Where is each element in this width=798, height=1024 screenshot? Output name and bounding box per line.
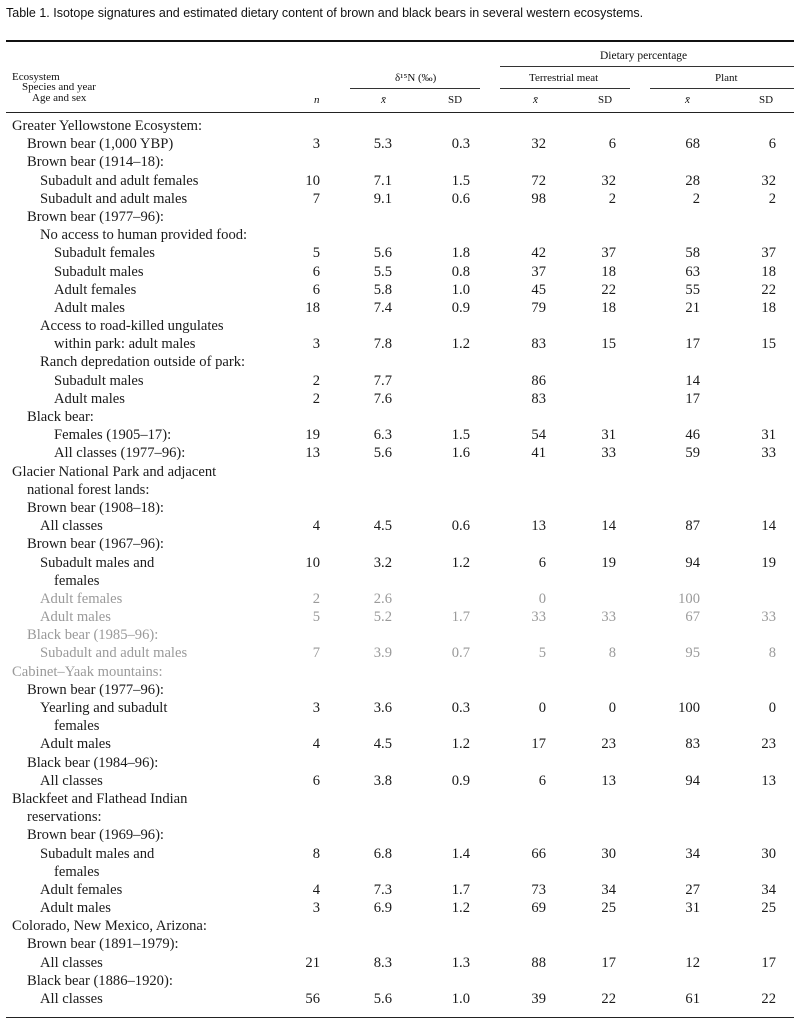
n-cell: 3 [312,136,320,153]
row-label: Adult males [54,299,125,316]
plant-sd-cell: 32 [761,172,776,189]
plant-sd-cell: 2 [768,190,776,207]
d15n-sd-cell: 1.4 [451,845,470,862]
d15n-mean-cell: 7.6 [373,390,392,407]
table-row [0,353,798,371]
meat-mean-cell: 39 [531,991,546,1007]
meat-mean-cell: 72 [531,172,546,189]
d15n-mean-cell: 8.3 [373,954,392,971]
plant-mean-cell: 12 [685,954,700,971]
meat-mean-cell: 42 [531,245,546,262]
n-cell: 8 [312,845,320,862]
meat-mean-cell: 83 [531,390,546,407]
d15n-mean-cell: 7.8 [373,336,392,353]
table-row [0,663,798,681]
d15n-mean-cell: 6.9 [373,900,392,917]
d15n-sd-cell: 1.0 [451,991,470,1007]
d15n-sd-cell: 1.8 [451,245,470,262]
meat-mean-cell: 66 [531,845,546,862]
plant-mean-cell: 31 [685,900,700,917]
table-row [0,881,798,899]
plant-sd-cell: 31 [761,427,776,444]
d15n-mean-cell: 3.2 [373,554,392,571]
d15n-mean-cell: 3.9 [373,645,392,662]
n-cell: 6 [312,772,320,789]
meat-mean-cell: 32 [531,136,546,153]
d15n-mean-cell: 7.1 [373,172,392,189]
meat-sd-cell: 18 [601,299,616,316]
row-label: Glacier National Park and adjacent [12,463,217,480]
table-row [0,590,798,608]
n-cell: 6 [312,263,320,280]
n-cell: 6 [312,281,320,298]
meat-mean-cell: 13 [531,518,546,535]
n-cell: 7 [312,190,320,207]
d15n-mean-cell: 6.3 [373,427,392,444]
meat-sd-cell: 33 [601,609,616,626]
meat-sd-cell: 2 [608,190,616,207]
meat-sd-cell: 37 [601,245,616,262]
meat-mean-header: x̄ [533,94,538,106]
meat-sd-cell: 22 [601,991,616,1007]
table-row [0,554,798,572]
plant-mean-header: x̄ [685,94,690,106]
plant-sd-cell: 18 [761,263,776,280]
n-cell: 4 [312,881,320,898]
terrestrial-meat-header: Terrestrial meat [529,72,599,84]
meat-mean-cell: 37 [531,263,546,280]
plant-mean-cell: 61 [685,991,700,1007]
stub-header-age-sex: Age and sex [32,92,87,104]
d15n-mean-cell: 3.8 [373,772,392,789]
plant-sd-cell: 34 [761,881,776,898]
table-row [0,735,798,753]
table-row [0,754,798,772]
table-row [0,444,798,462]
n-header: n [314,94,320,106]
plant-subrule [650,88,794,89]
d15n-sd-cell: 0.6 [451,190,470,207]
meat-mean-cell: 45 [531,281,546,298]
row-label: Subadult males [54,263,144,280]
dietary-percentage-header: Dietary percentage [600,50,688,62]
table-row [0,226,798,244]
plant-sd-cell: 6 [768,136,776,153]
n-cell: 18 [305,299,320,316]
meat-mean-cell: 41 [531,445,546,462]
table-row [0,317,798,335]
stub-header-ecosystem: Ecosystem [12,71,60,83]
d15n-sd-cell: 1.6 [451,445,470,462]
row-label: Black bear: [27,409,94,425]
meat-sd-cell: 18 [601,263,616,280]
plant-mean-cell: 17 [685,390,700,407]
plant-sd-cell: 13 [761,772,776,789]
table-row [0,190,798,208]
d15n-sd-cell: 1.3 [451,954,470,971]
meat-mean-cell: 6 [538,772,546,789]
meat-sd-cell: 23 [601,736,616,753]
n-cell: 7 [312,645,320,662]
d15n-sd-cell: 0.9 [451,299,470,316]
d15n-sd-cell: 1.7 [451,881,470,898]
row-label: Greater Yellowstone Ecosystem: [12,118,203,134]
isotope-header: δ¹⁵N (‰) [395,72,437,84]
meat-sd-cell: 15 [601,336,616,353]
row-label: Adult females [54,281,137,298]
row-label: Ranch depredation outside of park: [40,354,246,371]
row-label: Subadult males and [40,845,155,862]
table-row [0,153,798,171]
n-cell: 3 [312,336,320,353]
plant-mean-cell: 28 [685,172,700,189]
meat-sd-cell: 22 [601,281,616,298]
meat-sd-cell: 31 [601,427,616,444]
table-row [0,826,798,844]
d15n-sd-cell: 1.5 [451,427,470,444]
row-label: females [54,718,100,735]
row-label: Adult males [40,736,111,753]
table-row [0,790,798,808]
row-label: Adult males [40,900,111,917]
row-label: No access to human provided food: [40,227,248,244]
plant-sd-cell: 19 [761,554,776,571]
d15n-mean-cell: 5.6 [373,445,392,462]
meat-sd-cell: 14 [601,518,616,535]
n-cell: 2 [312,590,320,607]
n-cell: 13 [305,445,320,462]
plant-mean-cell: 21 [685,299,700,316]
table-row [0,135,798,153]
d15n-mean-cell: 5.6 [373,245,392,262]
stub-header-species: Species and year [22,81,96,93]
d15n-mean-cell: 5.6 [373,991,392,1007]
n-cell: 21 [305,954,320,971]
d15n-mean-cell: 4.5 [373,518,392,535]
isotope-sd-header: SD [448,94,463,106]
plant-mean-cell: 14 [685,372,700,389]
plant-mean-cell: 59 [685,445,700,462]
plant-mean-cell: 67 [685,609,700,626]
row-label: females [54,572,100,589]
n-cell: 2 [312,372,320,389]
plant-sd-cell: 14 [761,518,776,535]
isotope-mean-header: x̄ [381,94,386,106]
plant-mean-cell: 17 [685,336,700,353]
n-cell: 5 [312,245,320,262]
n-cell: 4 [312,736,320,753]
table-row [0,244,798,262]
table-row [0,263,798,281]
d15n-mean-cell: 4.5 [373,736,392,753]
plant-mean-cell: 100 [678,700,700,716]
row-label: Subadult and adult males [40,190,188,207]
d15n-sd-cell: 0.7 [451,645,470,662]
table-row [0,390,798,408]
meat-mean-cell: 17 [531,736,546,753]
plant-sd-cell: 23 [761,736,776,753]
n-cell: 4 [312,518,320,535]
d15n-sd-cell: 1.2 [451,554,470,571]
d15n-mean-cell: 2.6 [373,590,392,607]
table-row [0,863,798,881]
n-cell: 3 [312,700,320,716]
d15n-mean-cell: 7.3 [373,881,392,898]
row-label: Subadult males and [40,554,155,571]
plant-mean-cell: 87 [685,518,700,535]
row-label: Black bear (1886–1920): [27,972,173,989]
row-label: Subadult females [54,245,155,262]
d15n-mean-cell: 6.8 [373,845,392,862]
row-label: Brown bear (1891–1979): [27,936,179,953]
row-label: Blackfeet and Flathead Indian [12,790,188,807]
table-row [0,845,798,863]
row-label: females [54,863,100,880]
row-label: All classes (1977–96): [54,445,186,462]
meat-sd-cell: 30 [601,845,616,862]
d15n-mean-cell: 7.4 [373,299,392,316]
table-row [0,972,798,990]
table-row [0,372,798,390]
meat-sd-cell: 6 [608,136,616,153]
meat-sd-cell: 13 [601,772,616,789]
meat-sd-cell: 33 [601,445,616,462]
table-row [0,608,798,626]
table-row [0,463,798,481]
meat-sd-cell: 32 [601,172,616,189]
table-row [0,772,798,790]
plant-mean-cell: 63 [685,263,700,280]
d15n-mean-cell: 5.2 [373,609,392,626]
plant-sd-cell: 22 [761,281,776,298]
d15n-mean-cell: 5.8 [373,281,392,298]
table-row [0,481,798,499]
meat-mean-cell: 0 [538,590,546,607]
plant-sd-cell: 18 [761,299,776,316]
row-label: All classes [40,954,103,971]
row-label: Access to road-killed ungulates [40,318,224,335]
d15n-sd-cell: 1.5 [451,172,470,189]
meat-mean-cell: 79 [531,299,546,316]
meat-mean-cell: 98 [531,190,546,207]
row-label: Brown bear (1967–96): [27,536,164,553]
n-cell: 5 [312,609,320,626]
table-row [0,426,798,444]
plant-mean-cell: 94 [685,772,700,789]
table-row [0,535,798,553]
row-label: Black bear (1985–96): [27,627,159,644]
plant-mean-cell: 55 [685,281,700,298]
table-row [0,499,798,517]
meat-mean-cell: 0 [538,700,546,716]
plant-mean-cell: 100 [678,590,700,607]
d15n-mean-cell: 5.3 [373,136,392,153]
table-row [0,572,798,590]
table-body [0,117,798,1008]
table-row [0,626,798,644]
row-label: within park: adult males [54,336,196,353]
table-row [0,299,798,317]
terrestrial-subrule [500,88,630,89]
table-row [0,681,798,699]
table-row [0,808,798,826]
plant-sd-cell: 17 [761,954,776,971]
plant-mean-cell: 46 [685,427,700,444]
table-row [0,954,798,972]
row-label: Brown bear (1,000 YBP) [27,136,174,153]
meat-sd-cell: 8 [608,645,616,662]
table-row [0,117,798,135]
d15n-mean-cell: 9.1 [373,190,392,207]
table-row [0,172,798,190]
row-label: Adult males [54,390,125,407]
plant-sd-header: SD [759,94,774,106]
plant-mean-cell: 2 [692,190,700,207]
table-row [0,517,798,535]
d15n-sd-cell: 1.2 [451,336,470,353]
d15n-mean-cell: 3.6 [373,700,392,716]
row-label: Adult females [40,590,123,607]
top-rule [6,40,794,42]
n-cell: 19 [305,427,320,444]
table-row [0,208,798,226]
plant-sd-cell: 33 [761,609,776,626]
row-label: All classes [40,772,103,789]
row-label: All classes [40,991,103,1007]
table-row [0,990,798,1008]
row-label: Colorado, New Mexico, Arizona: [12,918,207,935]
meat-mean-cell: 73 [531,881,546,898]
d15n-sd-cell: 0.3 [451,700,470,716]
header-bottom-rule [6,112,794,113]
plant-mean-cell: 27 [685,881,700,898]
plant-mean-cell: 83 [685,736,700,753]
meat-mean-cell: 5 [538,645,546,662]
table-row [0,281,798,299]
row-label: Brown bear (1977–96): [27,208,164,225]
row-label: Black bear (1984–96): [27,754,159,771]
plant-header: Plant [715,72,738,84]
row-label: Brown bear (1969–96): [27,827,164,844]
plant-sd-cell: 0 [768,700,776,716]
row-label: Brown bear (1914–18): [27,154,164,171]
meat-sd-cell: 0 [608,700,616,716]
plant-mean-cell: 95 [685,645,700,662]
d15n-sd-cell: 1.0 [451,281,470,298]
meat-mean-cell: 88 [531,954,546,971]
row-label: Adult females [40,881,123,898]
row-label: Subadult and adult females [40,172,199,189]
table-row [0,699,798,717]
d15n-sd-cell: 0.6 [451,518,470,535]
row-label: Brown bear (1977–96): [27,681,164,698]
meat-mean-cell: 33 [531,609,546,626]
n-cell: 3 [312,900,320,917]
row-label: All classes [40,518,103,535]
d15n-sd-cell: 1.2 [451,736,470,753]
table-row [0,408,798,426]
d15n-sd-cell: 1.7 [451,609,470,626]
plant-sd-cell: 15 [761,336,776,353]
d15n-sd-cell: 0.8 [451,263,470,280]
plant-mean-cell: 94 [685,554,700,571]
meat-mean-cell: 6 [538,554,546,571]
table-row [0,917,798,935]
row-label: reservations: [27,809,102,826]
plant-sd-cell: 22 [761,991,776,1007]
table-row [0,644,798,662]
table-row [0,717,798,735]
isotope-subrule [350,88,480,89]
plant-sd-cell: 33 [761,445,776,462]
meat-sd-cell: 17 [601,954,616,971]
meat-mean-cell: 86 [531,372,546,389]
plant-sd-cell: 8 [768,645,776,662]
row-label: Females (1905–17): [54,427,172,444]
meat-sd-header: SD [598,94,613,106]
meat-sd-cell: 25 [601,900,616,917]
dietary-subrule [500,66,794,67]
n-cell: 2 [312,390,320,407]
plant-mean-cell: 68 [685,136,700,153]
row-label: Adult males [40,609,111,626]
meat-mean-cell: 83 [531,336,546,353]
n-cell: 10 [305,172,320,189]
table-row [0,899,798,917]
plant-mean-cell: 58 [685,245,700,262]
n-cell: 56 [305,991,320,1007]
table-row [0,935,798,953]
d15n-sd-cell: 1.2 [451,900,470,917]
row-label: Cabinet–Yaak mountains: [12,663,163,680]
row-label: national forest lands: [27,481,150,498]
plant-sd-cell: 30 [761,845,776,862]
d15n-mean-cell: 5.5 [373,263,392,280]
d15n-mean-cell: 7.7 [373,372,392,389]
plant-sd-cell: 37 [761,245,776,262]
row-label: Brown bear (1908–18): [27,499,164,516]
plant-mean-cell: 34 [685,845,700,862]
meat-mean-cell: 69 [531,900,546,917]
row-label: Subadult and adult males [40,645,188,662]
row-label: Yearling and subadult [40,700,168,716]
n-cell: 10 [305,554,320,571]
table-caption: Table 1. Isotope signatures and estimated dietary content of brown and black bears in several western ecosystems. [6,6,644,20]
meat-sd-cell: 34 [601,881,616,898]
meat-sd-cell: 19 [601,554,616,571]
meat-mean-cell: 54 [531,427,546,444]
plant-sd-cell: 25 [761,900,776,917]
d15n-sd-cell: 0.9 [451,772,470,789]
bottom-rule [6,1017,794,1018]
row-label: Subadult males [54,372,144,389]
d15n-sd-cell: 0.3 [451,136,470,153]
table-row [0,335,798,353]
